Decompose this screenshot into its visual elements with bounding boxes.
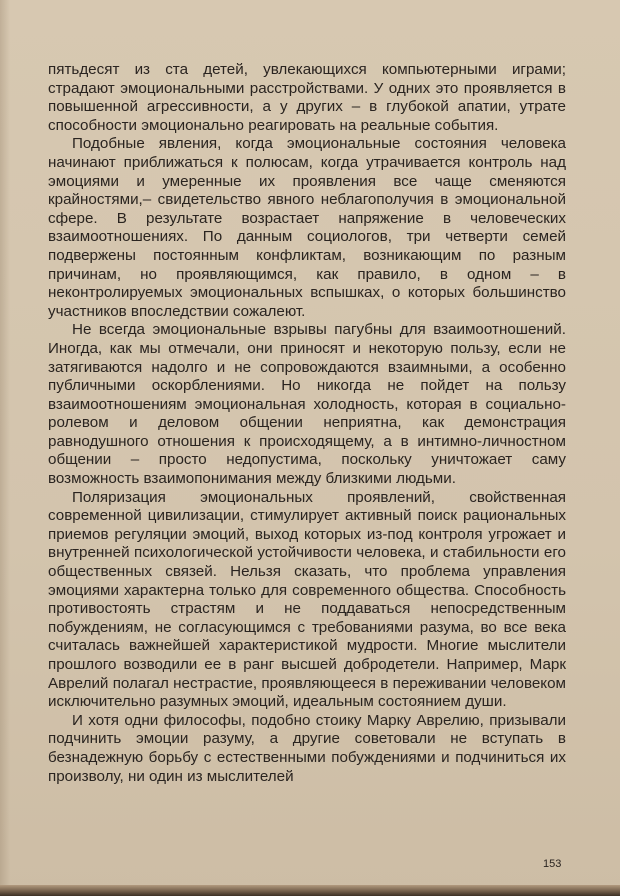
paragraph-1: пятьдесят из ста детей, увлекающихся компьютерными играми; страдают эмоциональными расстройствами. У одних это проявляется в повышенной агрессивности, а у других – в глубокой апатии, утрате способности эмоционально реагировать на реальные события. xyxy=(48,61,566,134)
paragraph-2: Подобные явления, когда эмоциональные состояния человека начинают приближаться к полюсам, когда утрачивается контроль над эмоциями и умеренные их проявления все чаще сменяются крайностями,– свидетельство явного неблагополучия в эмоциональной сфере. В результате возрастает напряжение в человеческих взаимоотношениях. По данным социологов, три четверти семей подвержены постоянным конфликтам, возникающим по разным причинам, но проявляющимся, как правило, в одном – в неконтролируемых эмоциональных вспышках, о которых большинство участников впоследствии сожалеют. xyxy=(48,135,566,320)
paragraph-4: Поляризация эмоциональных проявлений, свойственная современной цивилизации, стимулирует активный поиск рациональных приемов регуляции эмоций, выход которых из-под контроля угрожает и внутренней психологической устойчивости человека, и стабильности его общественных связей. Нельзя сказать, что проблема управления эмоциями характерна только для современного общества. Способность противостоять страстям и не поддаваться непосредственным побуждениям, не согласующимся с требованиями разума, во все века считалась важнейшей характеристикой мудрости. Многие мыслители прошлого возводили ее в ранг высшей добродетели. Например, Марк Аврелий полагал нестрастие, проявляющееся в переживании человеком исключительно разумных эмоций, идеальным состоянием души. xyxy=(48,488,566,711)
page-bottom-edge xyxy=(0,885,620,896)
page-number: 153 xyxy=(543,858,562,870)
paragraph-3: Не всегда эмоциональные взрывы пагубны для взаимоотношений. Иногда, как мы отмечали, они приносят и некоторую пользу, если не затягиваются надолго и не сопровождаются взаимными, а особенно публичными оскорблениями. Но никогда не пойдет на пользу взаимоотношениям эмоциональная холодность, которая в социально-ролевом и деловом общении неприятна, как демонстрация равнодушного отношения к происходящему, а в интимно-личностном общении – просто недопустима, поскольку уничтожает саму возможность взаимопонимания между близкими людьми. xyxy=(48,321,566,488)
body-text xyxy=(48,61,566,786)
paragraph-5: И хотя одни философы, подобно стоику Марку Аврелию, призывали подчинить эмоции разуму, а другие советовали не вступать в безнадежную борьбу с естественными побуждениями и подчиниться их произволу, ни один из мыслителей xyxy=(48,711,566,785)
page-gutter-shadow xyxy=(0,0,10,896)
